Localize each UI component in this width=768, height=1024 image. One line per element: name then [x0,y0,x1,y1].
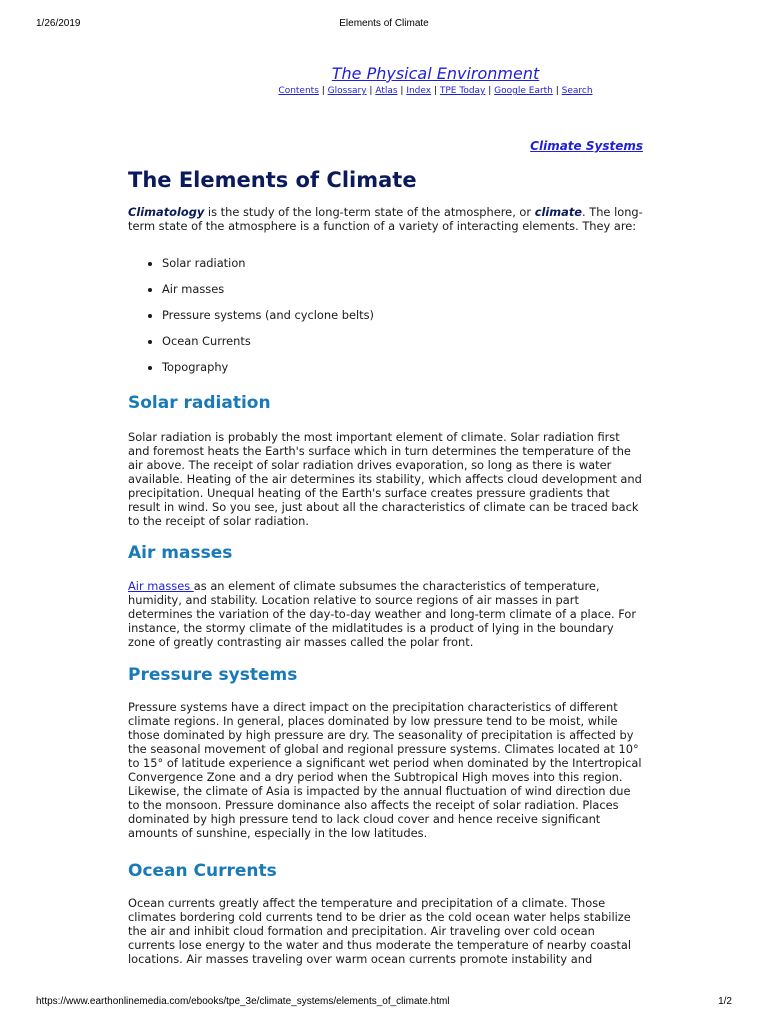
nav-search[interactable]: Search [561,86,593,96]
nav-tpe-today[interactable]: TPE Today [439,86,486,96]
list-item: • Topography [162,360,374,386]
ocean-currents-text: Ocean currents greatly affect the temperature and precipitation of a climate. Those climates bordering cold currents tend to be drier as the cold ocean water helps stabilize the air and inhibit cloud formation and precipitation. Air traveling over cold ocean currents lose energy to the water and thus moderate the temperature of nearby coastal locations. Air masses traveling over warm ocean currents promote instability and [128,896,632,966]
list-item: • Air masses [162,282,374,308]
nav-index[interactable]: Index [406,86,432,96]
solar-radiation-text: Solar radiation is probably the most important element of climate. Solar radiation first and foremost heats the Earth's surface which in turn determines the temperature of the air above. The receipt of solar radiation drives evaporation, so long as there is water available. Heating of the air determines its stability, which affects cloud development and precipitation. Unequal heating of the Earth's surface creates pressure gradients that result in wind. So you see, just about all the characteristics of climate can be traced back to the receipt of solar radiation. [128,430,642,528]
heading-pressure-systems: Pressure systems [128,665,298,685]
site-title [128,64,743,83]
nav-glossary[interactable]: Glossary [327,86,367,96]
intro-paragraph [128,205,643,233]
list-item: • Pressure systems (and cyclone belts) [162,308,374,334]
intro-text-1: is the study of the long-term state of the atmosphere, or [204,205,535,219]
list-item: • Ocean Currents [162,334,374,360]
heading-ocean-currents: Ocean Currents [128,861,277,881]
breadcrumb [530,139,643,153]
print-footer [36,996,732,1010]
air-masses-text: as an element of climate subsumes the characteristics of temperature, humidity, and stability. Location relative to source regions of air masses in part determines the variation of the day-to-day weather and long-term climate of a place. For instance, the stormy climate of the midlatitudes is a product of lying in the boundary zone of greatly contrasting air masses called the polar front. [128,579,637,649]
print-page-number: 1/2 [718,996,732,1007]
print-title: Elements of Climate [339,18,429,29]
term-climate: climate [534,205,583,219]
heading-solar-radiation: Solar radiation [128,393,271,413]
nav-contents[interactable]: Contents [278,86,319,96]
elements-list [144,256,374,386]
heading-air-masses: Air masses [128,543,233,563]
site-title-link[interactable]: The Physical Environment [331,64,540,83]
intro-text-2: . The long-term state of the atmosphere is a function of a variety of interacting elements. They are: [128,205,643,233]
term-climatology: Climatology [128,205,205,219]
print-date: 1/26/2019 [36,18,81,29]
pressure-systems-text: Pressure systems have a direct impact on the precipitation characteristics of different climate regions. In general, places dominated by low pressure tend to be moist, while those dominated by high pressure are dry. The seasonality of precipitation is affected by the seasonal movement of global and regional pressure systems. Climates located at 10° to 15° of latitude experience a significant wet period when dominated by the Intertropical Convergence Zone and a dry period when the Subtropical High moves into this region. Likewise, the climate of Asia is impacted by the annual fluctuation of wind direction due to the monsoon. Pressure dominance also affects the receipt of solar radiation. Places dominated by high pressure tend to lack cloud cover and hence receive significant amounts of sunshine, especially in the low latitudes. [128,700,642,840]
nav-google-earth[interactable]: Google Earth [494,86,553,96]
page-title: The Elements of Climate [128,168,417,192]
print-url: https://www.earthonlinemedia.com/ebooks/tpe_3e/climate_systems/elements_of_climate.html [36,996,450,1007]
breadcrumb-climate-systems[interactable]: Climate Systems [530,139,643,153]
nav-atlas[interactable]: Atlas [375,86,398,96]
list-item: • Solar radiation [162,256,374,282]
top-nav: Contents | Glossary | Atlas | Index | TPE Today | Google Earth | Search [278,86,593,96]
print-header [36,18,732,32]
air-masses-link[interactable]: Air masses [128,579,194,593]
air-masses-paragraph [128,579,643,649]
